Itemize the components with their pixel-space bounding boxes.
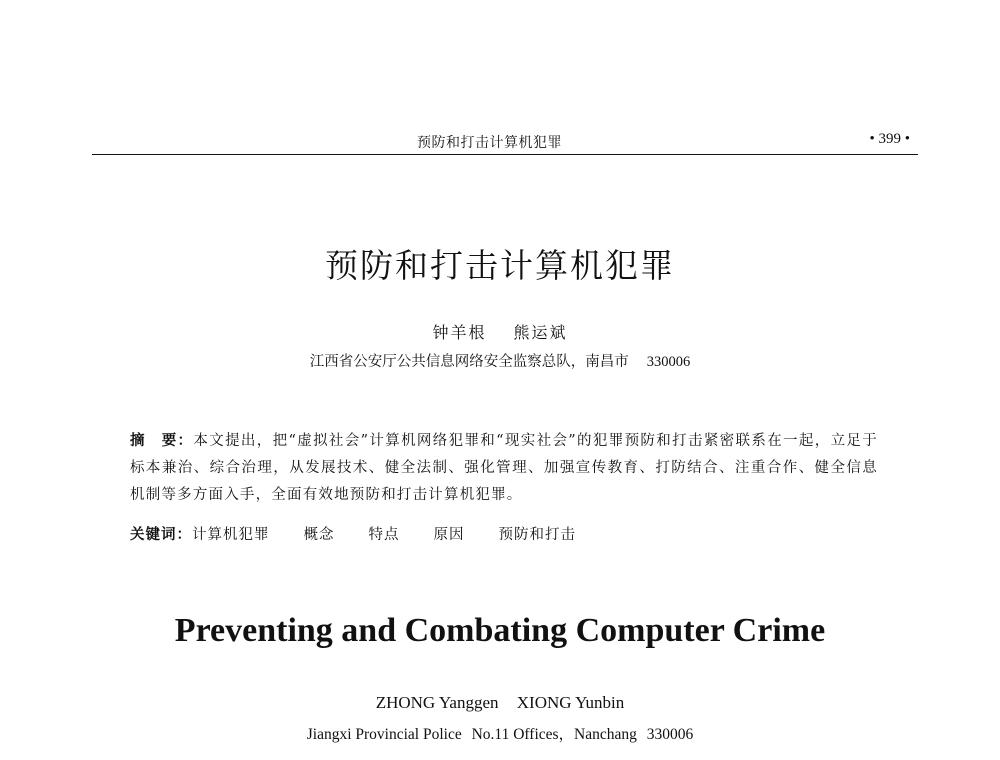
abstract-label: 摘 要： bbox=[130, 433, 194, 449]
affiliation-en-1: Jiangxi Provincial Police bbox=[306, 726, 462, 743]
keyword-2: 概念 bbox=[303, 527, 335, 543]
author-1-en: ZHONG Yanggen bbox=[375, 693, 499, 712]
keywords bbox=[130, 523, 610, 544]
author-2-cn: 熊运斌 bbox=[513, 323, 568, 342]
keyword-3: 特点 bbox=[368, 527, 400, 543]
affiliation-text-cn: 江西省公安厅公共信息网络安全监察总队，南昌市 bbox=[309, 354, 629, 370]
abstract-text: 本文提出，把“虚拟社会”计算机网络犯罪和“现实社会”的犯罪预防和打击紧密联系在一起，立足于标本兼治、综合治理，从发展技术、健全法制、强化管理、加强宣传教育、打防结合、注重合作、健全信息机制等多方面入手，全面有效地预防和打击计算机犯罪。 bbox=[130, 433, 878, 503]
page-number: • 399 • bbox=[869, 131, 910, 147]
chinese-affiliation bbox=[0, 350, 1000, 371]
keyword-5: 预防和打击 bbox=[498, 527, 576, 543]
chinese-title: 预防和打击计算机犯罪 bbox=[325, 246, 675, 285]
running-head bbox=[92, 128, 918, 155]
english-authors bbox=[0, 693, 1000, 713]
author-2-en: XIONG Yunbin bbox=[516, 693, 625, 712]
english-title: Preventing and Combating Computer Crime bbox=[174, 612, 826, 649]
author-1-cn: 钟羊根 bbox=[432, 323, 487, 342]
affiliation-en-2: No.11 Offices，Nanchang bbox=[471, 726, 637, 743]
postcode-cn: 330006 bbox=[646, 354, 691, 370]
chinese-authors bbox=[0, 320, 1000, 343]
keyword-4: 原因 bbox=[433, 527, 465, 543]
english-affiliation bbox=[0, 722, 1000, 744]
keywords-label: 关键词： bbox=[130, 527, 192, 543]
running-head-title: 预防和打击计算机犯罪 bbox=[417, 135, 562, 151]
keyword-1: 计算机犯罪 bbox=[192, 527, 270, 543]
abstract bbox=[130, 428, 878, 509]
postcode-en: 330006 bbox=[646, 726, 694, 743]
